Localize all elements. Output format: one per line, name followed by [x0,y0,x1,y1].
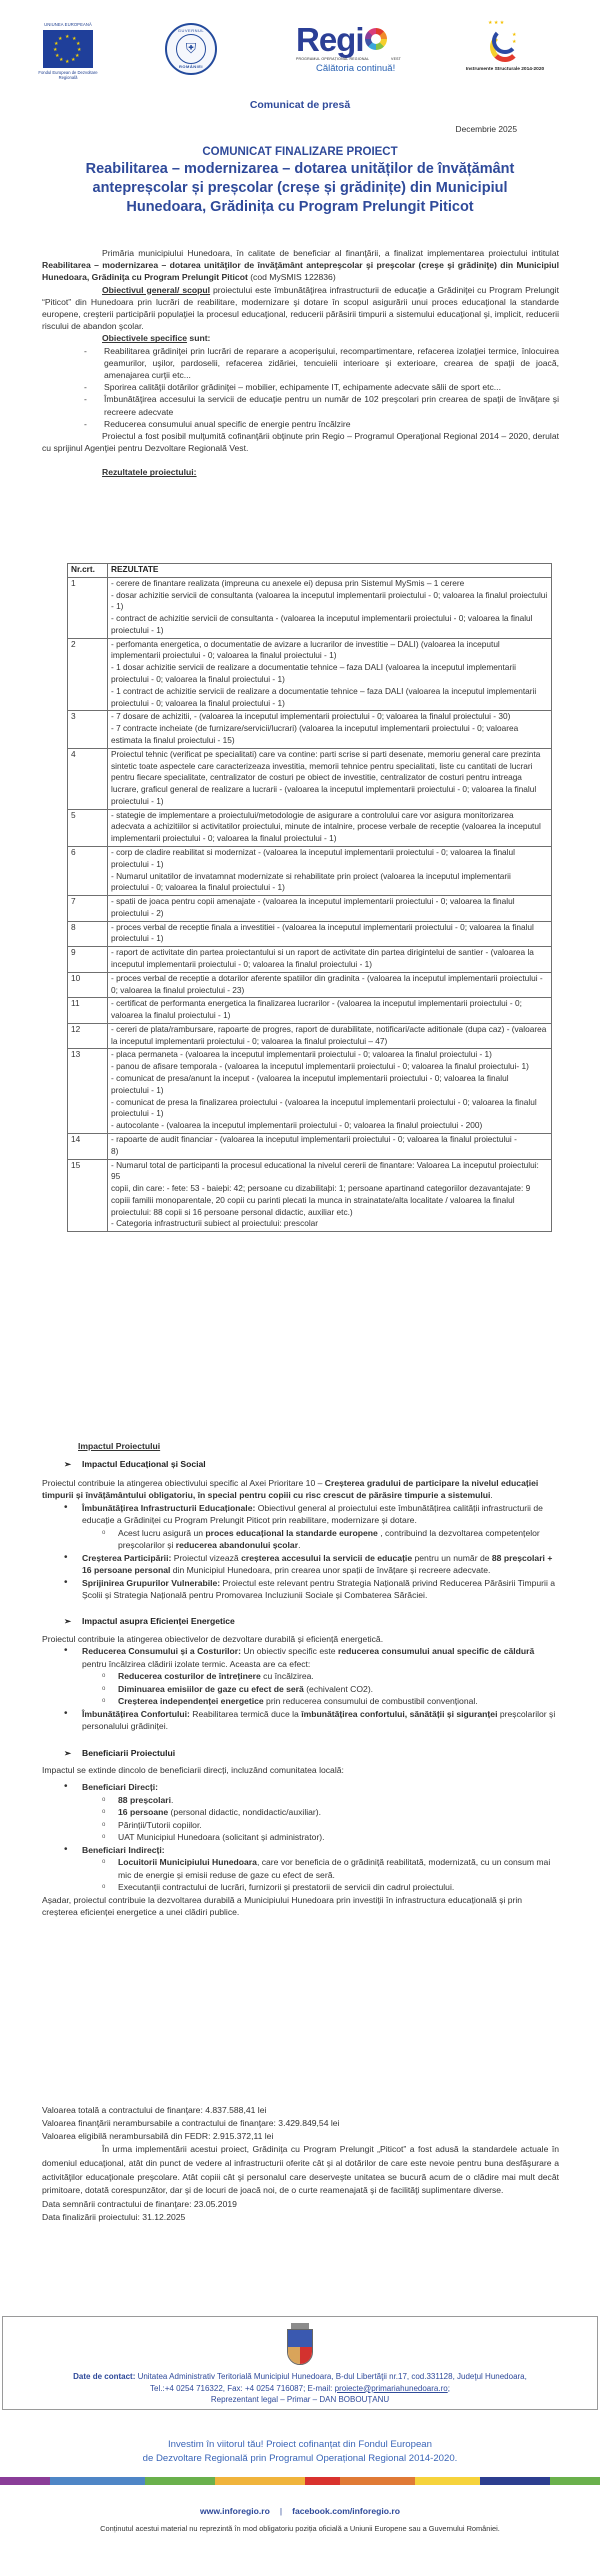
regio-subline-right: VEST [391,57,401,61]
edu-intro-bold: Creșterea gradului de participare la nivelul educației timpurii și învățământului obligatoriu, în special pentru copiii cu risc crescut de părăsire timpurie a sistemului [42,1477,539,1501]
row-results [108,1133,552,1159]
row-results [108,809,552,846]
color-wheel-icon [365,28,387,50]
gov-ring-bottom: ROMÂNIEI [179,64,203,70]
stripe-segment [0,2477,50,2485]
arrow-bullet-icon: ➢ [64,1747,72,1758]
table-header-row [68,564,552,578]
edu-intro-text: Proiectul contribuie la atingerea obiectivului specific al Axei Prioritare 10 – [42,1477,325,1488]
table-row [68,577,552,638]
result-line: - certificat de performanta energetica la finalizarea lucrarilor - (valoarea la inceputul implementarii proiectului - 0; valoarea la finalul proiectului - 1) [111,998,522,1021]
sub-list-item [100,1831,559,1843]
row-results [108,947,552,973]
general-objective-text: proiectului este îmbunătăţirea infrastructurii de educaţie a Grădiniţei cu Program Prelungit “Piticot” din Hunedoara prin lucrări de reabilitare, modernizare şi dotare în scopul asigurării unui proces educaţional la standarde europene, creşterii participării populaţiei la procesul educaţional, reducerii părăsirii timpurii a sistemului educaţional şi, implicit, reducerii riscului de abandon şcolar. [42,284,559,332]
result-line: - rapoarte de audit financiar - (valoarea la inceputul implementarii proiectului - 0; valoarea la finalul proiectului - [111,1133,517,1144]
result-line: - contract de achizitie servicii de consultanta - (valoarea la inceputul implementarii proiectului - 0; valoarea la finalul proiectului - 1) [111,613,533,635]
bullet-label: Îmbunătățirea Infrastructurii Educaționale: [82,1502,256,1513]
row-number: 6 [68,846,108,895]
energy-impact-heading-text: Impactul asupra Eficienței Energetice [82,1616,235,1627]
structural-instruments-caption: Instrumente Structurale 2014-2020 [465,67,545,72]
facebook-link[interactable]: facebook.com/inforegio.ro [292,2506,401,2516]
contact-phone-fax: Tel.:+4 0254 716322, Fax: +4 0254 716087; E-mail: [150,2383,335,2393]
table-row [68,1159,552,1232]
table-row [68,1023,552,1049]
impact-title [42,1440,559,1452]
result-line: - Categoria infrastructurii subiect al proiectului: prescolar [111,1218,319,1229]
eu-logo [36,22,100,80]
row-results [108,1023,552,1049]
gov-ring-top: GUVERNUL [177,28,205,33]
project-title: Reabilitarea – modernizarea – dotarea unităților de învățământ antepreșcolar și preșcolar (creșe și grădinițe) din Municipiul Hunedoara, Grădinița cu Program Prelungit Piticot [85,161,515,216]
sub-list-item [100,1670,559,1682]
fedr-eligible-value: Valoarea eligibilă nerambursabilă din FEDR: 2.915.372,11 lei [42,2130,274,2141]
row-number: 3 [68,711,108,748]
bullet-text: Obiectivul general al proiectului este îmbunătățirea calității infrastructurii de educație a Grădiniței cu Program Prelungit Piticot prin reabilitare, modernizare și dotare. [82,1502,543,1526]
stripe-segment [305,2477,340,2485]
hunedoara-crest-icon [285,2323,315,2367]
result-line: 8) [111,1145,119,1156]
result-line: - cereri de plata/rambursare, rapoarte de progres, raport de durabilitate, notificari/acte aditionale (dupa caz) - (valoarea la inceputul implementarii proiectului - 0; valoarea la finalul proiectului – 47) [111,1023,547,1046]
sub-list-item [100,1856,559,1881]
stripe-segment [480,2477,550,2485]
beneficiaries-heading [64,1747,559,1759]
beneficiaries-conclusion: Așadar, proiectul contribuie la dezvoltarea durabilă a Municipiului Hunedoara prin investiții în infrastructura educațională și prin creșterea eficienței energetice a unei clădiri publice. [42,1894,523,1917]
result-line: - 7 contracte incheiate (de furnizare/servicii/lucrari) (valoarea la inceputul implementarii proiectului - 0; valoarea estimata la finalul proiectului - 15) [111,723,519,745]
sub-text: prin reducerea consumului de combustibil convențional. [263,1696,478,1707]
result-line: - Numarul unitatilor de invatamnat modernizate si rehabilitate prin proiect (valoarea la inceputul implementarii proiectului - 0; valoarea la finalul proiectului - 1) [111,870,511,893]
row-number: 15 [68,1159,108,1232]
sub-list-item [100,1683,559,1695]
sub-text: (personal didactic, nondidactic/auxiliar). [168,1807,322,1818]
row-number: 14 [68,1133,108,1159]
contact-label: Date de contact: [73,2372,136,2381]
stripe-segment [340,2477,415,2485]
stripe-segment [145,2477,215,2485]
result-line: Proiectul tehnic (verificat pe specialitati) care va contine: parti scrise si parti desenate, memoriu general care prezinta sintetic toate aspectele care caracterizeaza investitia, memorii tehnice pentru specialitati, liste cu cantitati de lucrari pentru fiecare specialitate, centralizator de costuri pe obiect de investitie, centralizator de costuri pentru intreaga lucrare, graficul general de realizare a lucrarii - (valoarea la inceputul implementarii proiectului - 0; valoarea la finalul proiectului - 1) [111,748,541,806]
bullet-text: Proiectul vizează [171,1552,242,1563]
sub-list-item [100,1806,559,1818]
arrow-bullet-icon: ➢ [64,1616,72,1627]
sub-text: Părinții/Tutorii copiilor. [118,1819,202,1830]
contact-line-phone [3,2383,597,2395]
nonrefundable-value: Valoarea finanţării nerambursabile a contractului de finanţare: 3.429.849,54 lei [42,2117,340,2128]
row-results [108,1049,552,1133]
impact-title-text: Impactul Proiectului [78,1441,161,1451]
sub-text: UAT Municipiul Hunedoara (solicitant și administrator). [118,1832,325,1843]
list-item: - Reabilitarea grădiniţei prin lucrări de reparare a acoperişului, recompartimentare, refacerea izolaţiei termice, înlocuirea geamurilor, uşilor, pardoselii, refacerea zidăriei, tencuielii interioare şi exterioare, crearea de spaţii de joacă, amenajarea curţii etc... [84,345,559,382]
column-header-results: REZULTATE [108,564,552,578]
sub-text: Executanții contractului de lucrări, furnizorii și prestatorii de servicii din cadrul proiectului. [118,1882,455,1893]
list-item [64,1781,559,1843]
row-results [108,638,552,711]
energy-impact-heading [64,1615,559,1627]
row-results [108,577,552,638]
beneficiaries-intro: Impactul se extinde dincolo de beneficiarii direcți, incluzând comunitatea locală: [42,1764,344,1775]
regio-subline-left: PROGRAMUL OPERAȚIONAL REGIONAL [296,57,370,61]
bullet-text: Proiectul este relevant pentru Strategia Națională privind Reducerea Părăsirii Timpurii a Școlii și Strategia Națională pentru Promovarea Incluziunii Sociale și Combaterea Sărăciei. [82,1577,556,1600]
intro-section [42,247,559,479]
sub-text: cu încălzirea. [260,1671,314,1682]
table-row [68,921,552,947]
row-results [108,1159,552,1232]
result-line: - 7 dosare de achizitii, - (valoarea la inceputul implementarii proiectului - 0; valoarea la finalul proiectului - 30) [111,711,511,722]
result-line: - comunicat de presa/anunt la inceput - (valoarea la inceputul implementarii proiectului - 0; valoarea la finalul proiectului - 1) [111,1073,509,1095]
bullet-text: Reabilitarea termică duce la [189,1708,302,1719]
regio-wordmark: Regi [296,21,364,58]
list-item: - Reducerea consumului anual specific de energie pentru încălzire [84,418,559,430]
beneficiaries-list [64,1781,559,1893]
table-row [68,896,552,922]
result-line: - proces verbal de receptie finala a investitiei - (valoarea la inceputul implementarii proiectului - 0; valoarea la finalul proiectului - 1) [111,921,534,944]
sub-bold: reducerea abandonului școlar [175,1540,299,1551]
sub-text: . [298,1540,301,1551]
contact-details [3,2371,597,2406]
header-logos [0,18,600,88]
table-row [68,638,552,711]
educational-impact-intro [42,1477,559,1502]
intro-paragraph [42,247,559,284]
intro-mysmis-code: (cod MySMIS 122836) [247,272,336,283]
table-row [68,947,552,973]
structural-instruments-icon: ★ ★ ★ ★ ★ [482,18,528,64]
column-header-nr: Nr.crt. [68,564,108,578]
table-row [68,972,552,998]
table-row [68,711,552,748]
eu-logo-caption-bottom: Fondul European de Dezvoltare Regională [38,69,98,81]
structural-instruments-logo [460,18,550,73]
contact-box [2,2316,598,2410]
educational-impact-list [64,1502,559,1602]
educational-impact-heading-text: Impactul Educațional și Social [82,1459,206,1470]
energy-impact-intro: Proiectul contribuie la atingerea obiectivelor de dezvoltare durabilă și eficiență energetică. [42,1633,384,1644]
romanian-government-logo [165,23,217,75]
bullet-text: pentru un număr de [412,1552,492,1563]
list-item: - Sporirea calităţii dotărilor grădiniţei – mobilier, echipamente IT, echipamente adecvate sălii de sport etc... [84,381,559,393]
sub-bold: 88 preșcolari [118,1794,172,1805]
results-table [67,563,552,1232]
project-end-date: Data finalizării proiectului: 31.12.2025 [42,2212,186,2223]
row-number: 2 [68,638,108,711]
sub-bold: Creșterea independenței energetice [118,1696,264,1707]
stripe-segment [415,2477,480,2485]
row-number: 8 [68,921,108,947]
row-number: 11 [68,998,108,1024]
result-line: - 1 dosar achizitie servicii de realizare a documentatie tehnice – faza DALI (valoarea la inceputul implementarii proiectului - 0; valoarea la finalul proiectului - 1) [111,662,516,685]
result-line: - spatii de joaca pentru copii amenajate - (valoarea la inceputul implementarii proiectului - 0; valoarea la finalul proiectului - 2) [111,896,515,918]
row-number: 7 [68,896,108,922]
release-heading: COMUNICAT FINALIZARE PROIECT [202,146,398,158]
eu-logo-caption-top: UNIUNEA EUROPEANĂ [44,22,92,27]
release-date: Decembrie 2025 [455,124,517,134]
row-number: 10 [68,972,108,998]
beneficiaries-heading-text: Beneficiarii Proiectului [82,1747,176,1758]
educational-impact-heading [64,1458,559,1470]
bullet-bold: îmbunătățirea confortului, sănătății și siguranței [301,1708,498,1719]
sub-bold: Diminuarea emisiilor de gaze cu efect de seră [118,1683,304,1694]
cofinancing-paragraph: Proiectul a fost posibil mulţumită cofinanţării obţinute prin Regio – Programul Operaţional Regional 2014 – 2020, derulat cu sprijinul Agenţiei pentru Dezvoltare Regională Vest. [42,431,559,454]
list-item [64,1552,559,1577]
result-line: - Numarul total de participanti la procesul educational la nivelul cererii de finantare: Valoarea La inceputul proiectului: 95 [111,1159,539,1182]
result-line: - comunicat de presa la finalizarea proiectului - (valoarea la inceputul implementarii proiectului - 0; valoarea la finalul proiectului - 1) [111,1096,537,1119]
sub-list-item [100,1695,559,1707]
result-line: - autocolante - (valoarea la inceputul implementarii proiectului - 0; valoarea la finalul proiectului - 200) [111,1120,483,1131]
row-results [108,711,552,748]
result-line: - raport de activitate din partea proiectantului si un raport de activitate din partea dirigintelui de santier - (valoarea la inceputul implementarii proiectului - 0; valoarea la finalul proiectului - 1) [111,947,534,969]
slogan-line-1: Investim în viitorul tău! Proiect cofinanțat din Fondul European [168,2439,432,2450]
contact-line-address [3,2371,597,2383]
bullet-bold: reducerea consumului anual specific de căldură [337,1646,535,1657]
romanian-coat-of-arms-icon: ⛨ [176,34,206,64]
table-row [68,809,552,846]
sub-list-item [100,1794,559,1806]
bullet-label: Sprijinirea Grupurilor Vulnerabile: [82,1577,221,1588]
result-line: - placa permaneta - (valoarea la inceputul implementarii proiectului - 0; valoarea la finalul proiectului - 1) [111,1049,492,1060]
email-link[interactable]: proiecte@primariahunedoara.ro [334,2383,448,2393]
result-line: - panou de afisare temporala - (valoarea la inceputul implementarii proiectului - 0; valoarea la finalul proiectului- 1) [111,1061,529,1072]
bullet-text: Un obiectiv specific este [241,1646,338,1657]
table-row [68,1133,552,1159]
link-separator: | [279,2506,283,2516]
sub-list [100,1527,559,1552]
row-results [108,846,552,895]
total-contract-value: Valoarea totală a contractului de finanţare: 4.837.588,41 lei [42,2105,267,2115]
arrow-bullet-icon: ➢ [64,1459,72,1470]
row-number: 1 [68,577,108,638]
list-item [64,1502,559,1552]
regio-logo [296,23,426,81]
direct-beneficiaries-list [100,1794,559,1844]
sub-bold: Reducerea costurilor de întreținere [118,1671,261,1682]
row-number: 12 [68,1023,108,1049]
sub-list-item [100,1527,559,1552]
slogan-line-2: de Dezvoltare Regională prin Programul Operațional Regional 2014-2020. [142,2452,458,2464]
table-row [68,1049,552,1133]
financial-section [42,2104,559,2224]
row-number: 5 [68,809,108,846]
table-row [68,998,552,1024]
sub-text: Acest lucru asigură un [118,1527,206,1538]
indirect-beneficiaries-list [100,1856,559,1893]
intro-project-name: Reabilitarea – modernizarea – dotarea unităţilor de învăţământ antepreşcolar şi preşcolar (creşe şi grădiniţe) din Municipiul Hunedoara, Grădiniţa cu Program Prelungit Piticot [42,260,559,283]
row-number: 4 [68,748,108,809]
sub-bold: 16 persoane [118,1807,169,1818]
result-line: - cerere de finantare realizata (impreuna cu anexele ei) depusa prin Sistemul MySmis – 1 cerere [111,577,465,588]
result-line: - 1 contract de achizitie servicii de realizare a documentatie tehnice – faza DALI (valoarea la inceputul implementarii proiectului - 0; valoarea la finalul proiectului - 1) [111,685,537,708]
indirect-beneficiaries-label: Beneficiari Indirecți: [82,1844,165,1855]
list-item [64,1577,559,1602]
row-results [108,896,552,922]
website-link[interactable]: www.inforegio.ro [199,2506,270,2516]
specific-objectives-list [84,345,559,430]
stripe-segment [215,2477,305,2485]
funding-slogan [0,2438,600,2466]
list-item [64,1844,559,1894]
regio-tagline: Călătoria continuă! [316,62,396,74]
bullet-bold: 88 preșcolari + 16 persoane personal [82,1552,553,1576]
results-table-body [68,577,552,1231]
disclaimer: Conținutul acestui material nu reprezintă în mod obligatoriu poziția oficială a Uniunii Europene sau a Guvernului României. [100,2524,500,2533]
closing-paragraph: În urma implementării acestui proiect, Grădiniţa cu Program Prelungit „Piticot” a fost adusă la standardele actuale în domeniul educaţional, atât din punct de vedere al infrastructurii oferite cât şi al dotărilor de care este nevoie pentru buna desfăşurare a activităţilor educaţionale preşcolare. Atât copiii cât şi personalul care deserveşte unitatea se bucură acum de o clădire mai mult decât primitoare, dotată corespunzător, dar şi de locuri de joacă noi, de o curte reamenajată şi de facilităţi suplimentare diverse. [42,2143,559,2196]
bullet-label: Îmbunătățirea Confortului: [82,1708,190,1719]
list-item: - Îmbunătăţirea accesului la servicii de educaţie pentru un număr de 102 preşcolari prin crearea de spaţii de învăţare şi recreere adecvate [84,393,559,417]
eu-flag-icon: ★ ★ ★ ★ ★ ★ ★ ★ ★ ★ ★ ★ [43,30,93,68]
sub-text: , contribuind la dezvoltarea competențelor preșcolarilor și [118,1527,540,1551]
result-line: - proces verbal de receptie a dotarilor aferente spatiilor din gradinita - (valoarea la inceputul implementarii proiectului - 0; valoarea la finalul proiectului - 23) [111,972,543,995]
contact-address: Unitatea Administrativ Teritorială Municipiul Hunedoara, B-dul Libertăţii nr.17, cod.331128, Judeţul Hunedoara, [135,2372,527,2381]
sub-text: . [171,1794,174,1805]
list-item [64,1645,559,1707]
bullet-text: preșcolarilor și personalului grădiniței. [82,1708,556,1732]
specific-objectives-suffix: sunt: [187,333,211,344]
sub-text: (echivalent CO2). [303,1683,374,1694]
result-line: - corp de cladire reabilitat si modernizat - (valoarea la inceputul implementarii proiectului - 0; valoarea la finalul proiectului - 1) [111,846,515,869]
results-title-text: Rezultatele proiectului: [102,467,197,478]
sub-bold: Locuitorii Municipiului Hunedoara [118,1857,257,1868]
row-results [108,921,552,947]
table-row [68,846,552,895]
list-item [64,1708,559,1733]
sub-text: , care vor beneficia de o grădiniță reabilitată, modernizată, cu un consum mai mic de energie și emisii reduse de gaze cu efect de seră. [118,1857,551,1880]
result-line: - dosar achizitie servicii de consultanta (valoarea la inceputul implementarii proiectului - 0; valoarea la finalul proiectului - 1) [111,589,548,612]
result-line: copii, din care: - fete: 53 - baieþi: 42; persoane cu dizabilitaþi: 1; persoane apartinand categoriilor dezavantajate: 9 copiii familii monoparentale, 20 copii cu parinti plecati la munca in strainatate/alta localitate / valoarea la finalul proiectului: 88 copii si 16 persoane personal didactic, auxiliar etc.) [111,1183,531,1217]
sub-list [100,1670,559,1707]
color-stripe [0,2477,600,2485]
legal-representative: Reprezentant legal – Primar – DAN BOBOUȚANU [210,2395,390,2405]
specific-objectives-label: Obiectivele specifice [102,333,188,344]
row-number: 9 [68,947,108,973]
row-results [108,998,552,1024]
footer-links [0,2505,600,2517]
bullet-text: din Municipiul Hunedoara, prin crearea unor spații de învățare și recreere adecvate. [170,1565,491,1576]
sub-bold: proces educațional la standarde europene [205,1527,378,1538]
results-title [42,466,559,478]
bullet-label: Reducerea Consumului și a Costurilor: [82,1646,242,1657]
stripe-segment [50,2477,145,2485]
intro-text: Primăria municipiului Hunedoara, în calitate de beneficiar al finanţării, a finalizat implementarea proiectului intitulat [102,248,559,258]
stripe-segment [550,2477,600,2485]
table-row [68,748,552,809]
edu-intro-end: . [490,1490,493,1501]
sub-list-item [100,1881,559,1893]
sub-list-item [100,1819,559,1831]
general-objective-label: Obiectivul general/ scopul [102,284,211,295]
result-line: - perfomanta energetica, o documentatie de avizare a lucrarilor de investitie – DALI) (valoarea la inceputul implementarii proiectului - 0; valoarea la finalul proiectului - 1) [111,638,500,661]
bullet-bold: creșterea accesului la servicii de educație [241,1552,413,1563]
contract-signed-date: Data semnării contractului de finanţare: 23.05.2019 [42,2199,237,2210]
energy-impact-list [64,1645,559,1732]
impact-section [42,1440,559,1918]
row-results [108,748,552,809]
press-release-label: Comunicat de presă [249,99,351,111]
specific-objectives-heading [42,332,559,344]
row-number: 13 [68,1049,108,1133]
direct-beneficiaries-label: Beneficiari Direcți: [82,1782,158,1793]
result-line: - stategie de implementare a proiectului/metodologie de asigurare a controlului care vor asigura monitorizarea adecvata a achizitiilor si activitatilor proiectului, minute de intalnire, procese verbale de receptie (valoarea la inceputul implementarii proiectului - 0; valoarea la finalul proiectului - 1) [111,809,541,844]
row-results [108,972,552,998]
general-objective-paragraph [42,284,559,333]
bullet-label: Creșterea Participării: [82,1552,172,1563]
contact-line-end: ; [447,2383,450,2393]
bullet-text: pentru încălzirea clădirii izolate termic. Aceasta are ca efect: [82,1658,311,1669]
